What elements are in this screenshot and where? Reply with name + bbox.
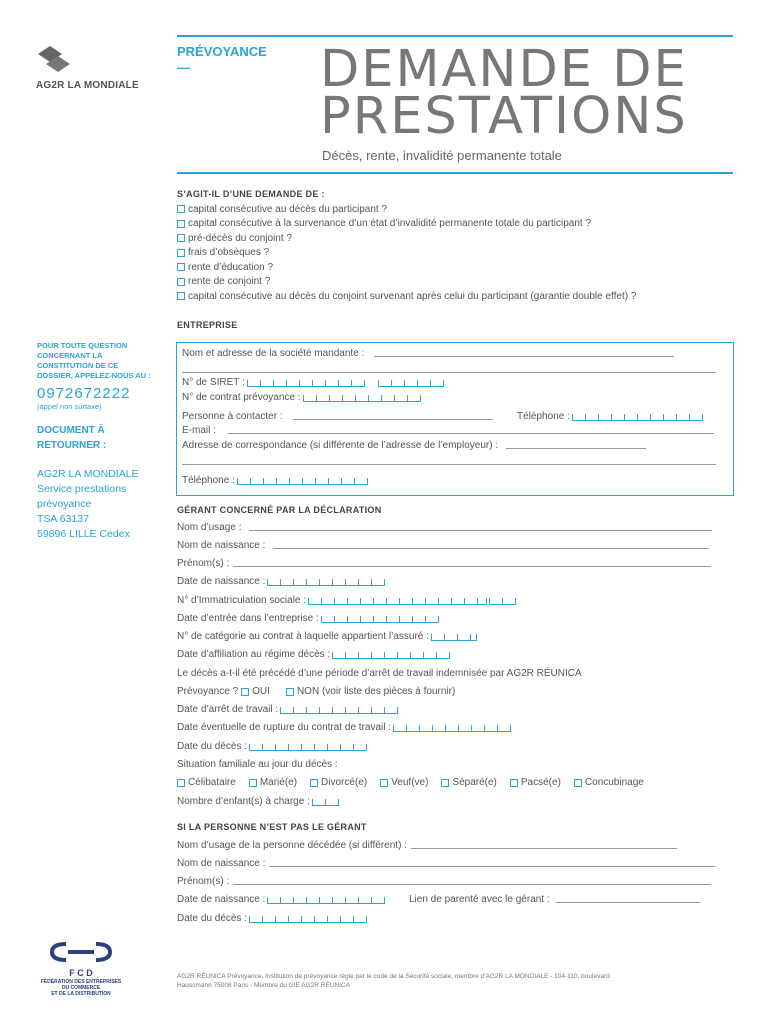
sidebar-question: CONCERNANT LA (37, 351, 103, 360)
category-field[interactable] (177, 631, 477, 642)
company-name-field[interactable] (182, 348, 674, 359)
usage-name-field[interactable] (177, 522, 712, 533)
birth-name-field[interactable] (177, 540, 709, 551)
stop-date-field[interactable] (177, 704, 398, 715)
checkbox[interactable] (177, 205, 185, 213)
option-label: Divorcé(e) (321, 777, 368, 788)
brand-logo (36, 44, 156, 94)
sidebar-phone[interactable]: 0972672222 (37, 385, 131, 402)
correspondence-line[interactable] (182, 464, 716, 465)
field-label: Date de naissance : (177, 894, 266, 905)
field-label: Lien de parenté avec le gérant : (409, 894, 550, 905)
rupture-date-field[interactable] (177, 722, 511, 733)
phone-field[interactable] (517, 411, 703, 422)
option-label: Célibataire (188, 777, 236, 788)
option-label: Séparé(e) (452, 777, 497, 788)
checkbox[interactable] (249, 779, 257, 787)
checkbox[interactable] (177, 263, 185, 271)
field-label: Date d’affiliation au régime décès : (177, 649, 331, 660)
first-names-field[interactable] (177, 558, 711, 569)
fcd-line: ET DE LA DISTRIBUTION (51, 991, 111, 997)
page-subtitle: Décès, rente, invalidité permanente totale (322, 148, 562, 163)
email-field[interactable] (182, 425, 714, 436)
fcd-line: FÉDÉRATION DES ENTREPRISES (40, 979, 122, 985)
checkbox[interactable] (441, 779, 449, 787)
field-label: Téléphone : (182, 475, 235, 486)
option-label: capital consécutive à la survenance d’un état d’invalidité permanente totale du participant ? (188, 218, 592, 230)
field-label: Adresse de correspondance (si différente de l’adresse de l’employeur) : (182, 440, 499, 451)
legal-line: AG2R RÉUNICA Prévoyance, Institution de prévoyance régie par le code de la Sécurité sociale, membre d’AG2R LA MONDIALE - 104-110, boulevard (177, 973, 610, 980)
field-label: Nom d’usage : (177, 522, 242, 533)
request-option[interactable] (177, 275, 737, 290)
checkbox[interactable] (310, 779, 318, 787)
checkbox[interactable] (510, 779, 518, 787)
address-line: 59896 LILLE Cedex (37, 528, 130, 540)
prevoyance-choice (177, 686, 455, 697)
option-label: frais d’obsèques ? (188, 247, 270, 259)
checkbox[interactable] (177, 234, 185, 242)
address-line: prévoyance (37, 498, 92, 510)
entreprise-title: ENTREPRISE (177, 320, 238, 330)
entry-date-field[interactable] (177, 613, 439, 624)
other-first-names-field[interactable] (177, 876, 711, 887)
field-label: N° d’Immatriculation sociale : (177, 595, 307, 606)
phone2-field[interactable] (182, 475, 368, 486)
field-label: Nom et adresse de la société mandante : (182, 348, 365, 359)
other-person-title: SI LA PERSONNE N’EST PAS LE GÉRANT (177, 822, 367, 832)
field-label: Date du décès : (177, 741, 248, 752)
option-label: rente d’éducation ? (188, 261, 274, 273)
legal-footer (177, 972, 717, 990)
field-label: Nom de naissance : (177, 858, 266, 869)
non-checkbox[interactable] (286, 688, 294, 696)
sidebar-return-title: DOCUMENT À (37, 425, 105, 436)
sidebar-question: POUR TOUTE QUESTION (37, 341, 128, 350)
other-birth-name-field[interactable] (177, 858, 715, 869)
children-field[interactable] (177, 796, 339, 807)
sidebar (37, 341, 177, 542)
checkbox[interactable] (574, 779, 582, 787)
non-label: NON (voir liste des pièces à fournir) (296, 686, 456, 697)
field-label: Prénom(s) : (177, 876, 230, 887)
option-label: capital consécutive au décès du conjoint survenant après celui du participant (garantie double effet) ? (188, 290, 637, 302)
gerant-title: GÉRANT CONCERNÉ PAR LA DÉCLARATION (177, 505, 382, 515)
page-title-line1: DEMANDE DE (320, 40, 688, 99)
request-type-list (177, 202, 737, 304)
field-label: Date du décès : (177, 913, 248, 924)
checkbox[interactable] (177, 779, 185, 787)
request-option[interactable] (177, 289, 737, 304)
checkbox[interactable] (177, 220, 185, 228)
option-label: Marié(e) (259, 777, 298, 788)
field-label: Date d’arrêt de travail : (177, 704, 279, 715)
oui-checkbox[interactable] (241, 688, 249, 696)
option-label: Pacsé(e) (520, 777, 561, 788)
option-label: Veuf(ve) (391, 777, 429, 788)
sidebar-phone-note: (appel non surtaxé) (37, 402, 102, 411)
checkbox[interactable] (177, 278, 185, 286)
sidebar-question: DOSSIER, APPELEZ-NOUS AU : (37, 371, 151, 380)
field-label: Date éventuelle de rupture du contrat de travail : (177, 722, 392, 733)
birth-date-field[interactable] (177, 576, 385, 587)
option-label: rente de conjoint ? (188, 276, 271, 288)
fcd-line: DU COMMERCE (61, 985, 101, 991)
field-label: Date d’entrée dans l’entreprise : (177, 613, 319, 624)
address-line: Service prestations (37, 483, 127, 495)
field-label: Prévoyance ? (177, 686, 239, 697)
category-dash: — (177, 60, 190, 75)
affiliation-field[interactable] (177, 649, 450, 660)
sidebar-address (37, 467, 177, 542)
checkbox[interactable] (177, 249, 185, 257)
family-options (177, 777, 644, 788)
request-option[interactable] (177, 246, 737, 261)
header-rule-top (177, 35, 733, 37)
fcd-acronym: F C D (69, 968, 93, 978)
field-label: Nombre d’enfant(s) à charge : (177, 796, 310, 807)
option-label: Concubinage (584, 777, 644, 788)
option-label: pré-décès du conjoint ? (188, 232, 292, 244)
company-address-line[interactable] (182, 372, 716, 373)
death-date-field[interactable] (177, 741, 367, 752)
family-situation-label (177, 759, 338, 770)
other-birth-date-field[interactable] (177, 894, 385, 905)
ss-number-field[interactable] (177, 595, 516, 606)
brand-name: AG2R LA MONDIALE (36, 80, 139, 91)
field-label: Nom de naissance : (177, 540, 266, 551)
request-option[interactable] (177, 217, 737, 232)
request-option[interactable] (177, 260, 737, 275)
contact-field[interactable] (182, 411, 493, 422)
page-title-line2: PRESTATIONS (320, 87, 688, 146)
brand-logo-icon (36, 44, 72, 76)
sidebar-question: CONSTITUTION DE CE (37, 361, 119, 370)
contract-field[interactable] (182, 392, 421, 403)
field-label: N° de SIRET : (182, 377, 245, 388)
field-label: Le décès a-t-il été précédé d’une période d’arrêt de travail indemnisée par AG2R RÉUNICA (177, 668, 582, 679)
legal-line: Haussmann 75008 Paris - Membre du GIE AG2R RÉUNICA (177, 982, 351, 989)
sidebar-return-title: RETOURNER : (37, 440, 107, 451)
category-label: PRÉVOYANCE (177, 44, 267, 59)
option-label: capital consécutive au décès du participant ? (188, 203, 388, 215)
checkbox[interactable] (380, 779, 388, 787)
oui-label: OUI (252, 686, 270, 697)
field-label: Prénom(s) : (177, 558, 230, 569)
field-label: Personne à contacter : (182, 411, 283, 422)
request-type-title: S’AGIT-IL D’UNE DEMANDE DE : (177, 189, 325, 199)
fcd-logo (40, 940, 122, 997)
field-label: E-mail : (182, 425, 216, 436)
field-label: N° de catégorie au contrat à laquelle appartient l’assuré : (177, 631, 429, 642)
prior-leave-question (177, 668, 582, 679)
other-usage-name-field[interactable] (177, 840, 677, 851)
header-rule-bottom (177, 172, 733, 174)
fcd-logo-icon (40, 940, 122, 964)
request-option[interactable] (177, 202, 737, 217)
field-label: Téléphone : (517, 411, 570, 422)
field-label: Date de naissance : (177, 576, 266, 587)
field-label: Situation familiale au jour du décès : (177, 759, 338, 770)
address-line: AG2R LA MONDIALE (37, 468, 139, 480)
address-line: TSA 63137 (37, 513, 89, 525)
request-option[interactable] (177, 231, 737, 246)
field-label: N° de contrat prévoyance : (182, 392, 301, 403)
siret-field[interactable] (182, 377, 444, 388)
checkbox[interactable] (177, 292, 185, 300)
correspondence-field[interactable] (182, 440, 646, 451)
other-death-date-field[interactable] (177, 913, 367, 924)
field-label: Nom d’usage de la personne décédée (si différent) : (177, 840, 407, 851)
relationship-field[interactable] (409, 894, 700, 905)
